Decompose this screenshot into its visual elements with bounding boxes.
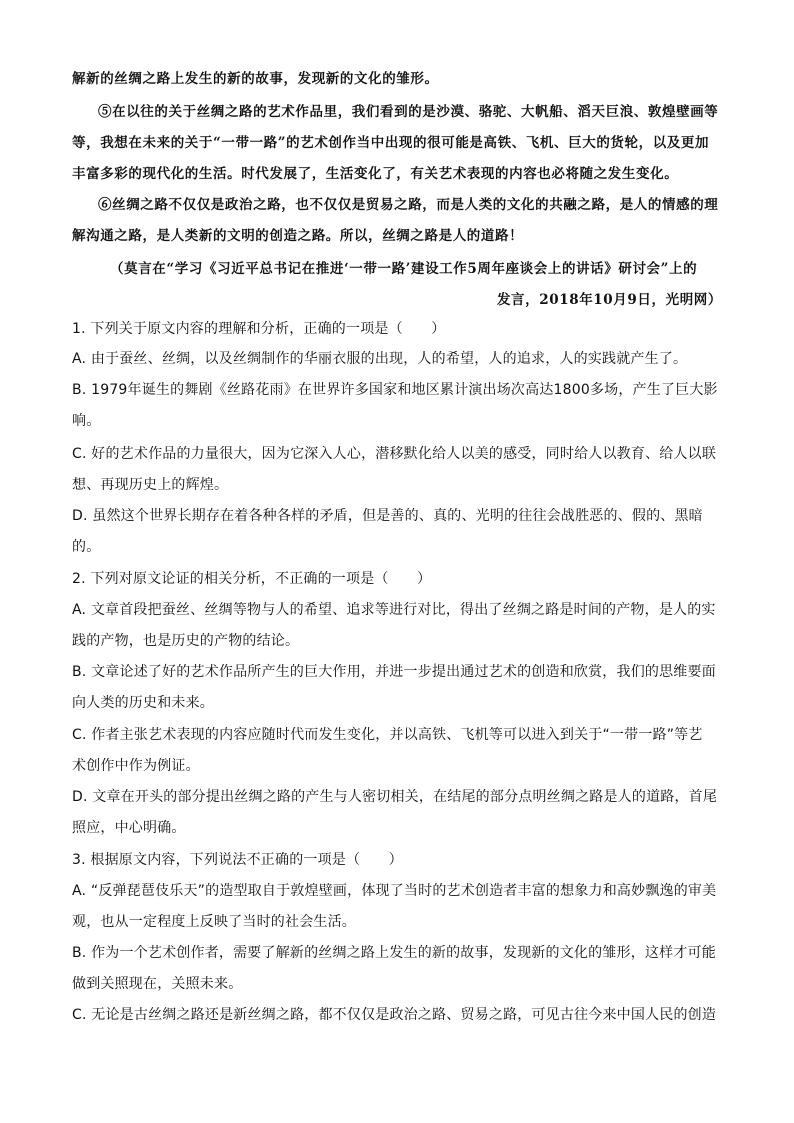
question-1-stem: 1. 下列关于原文内容的理解和分析，正确的一项是（ ） — [72, 321, 446, 337]
passage-paragraph-6-line-1: ⑥丝绸之路不仅仅是政治之路，也不仅仅是贸易之路，而是人类的文化的共融之路，是人的情感的理 — [98, 197, 719, 213]
question-3-option-b: B. 作为一个艺术创作者，需要了解新的丝绸之路上发生的新的故事，发现新的文化的雏形，这样才可能 — [72, 945, 716, 961]
passage-paragraph-5-line-1: ⑤在以往的关于丝绸之路的艺术作品里，我们看到的是沙漠、骆驼、大帆船、滔天巨浪、敦煌壁画等 — [98, 104, 719, 120]
source-citation-line-1: （莫言在“学习《习近平总书记在推进‘一带一路’建设工作5周年座谈会上的讲话》研讨会”上的 — [110, 261, 698, 277]
question-1-option-a: A. 由于蚕丝、丝绸，以及丝绸制作的华丽衣服的出现，人的希望，人的追求，人的实践就产生了。 — [72, 351, 688, 367]
question-1-option-c-cont: 想、再现历史上的辉煌。 — [72, 477, 229, 493]
question-2-option-b: B. 文章论述了好的艺术作品所产生的巨大作用，并进一步提出通过艺术的创造和欣赏，我们的思维要面 — [72, 664, 716, 680]
passage-line: 解新的丝绸之路上发生的新的故事，发现新的文化的雏形。 — [72, 71, 439, 87]
question-1-option-b: B. 1979年诞生的舞剧《丝路花雨》在世界许多国家和地区累计演出场次高达1800多场，产生了巨大影 — [72, 382, 718, 398]
question-3-option-c: C. 无论是古丝绸之路还是新丝绸之路，都不仅仅是政治之路、贸易之路，可见古往今来中国人民的创造 — [72, 1007, 717, 1023]
question-3-stem: 3. 根据原文内容，下列说法不正确的一项是（ ） — [72, 852, 403, 868]
question-2-option-c-cont: 术创作中作为例证。 — [72, 758, 200, 774]
question-3-option-b-cont: 做到关照现在，关照未来。 — [72, 976, 243, 992]
question-1-option-d-cont: 的。 — [72, 539, 101, 555]
question-2-option-b-cont: 向人类的历史和未来。 — [72, 695, 214, 711]
passage-paragraph-5-line-3: 丰富多彩的现代化的生活。时代发展了，生活变化了，有关艺术表现的内容也必将随之发生变化。 — [72, 166, 679, 182]
question-2-option-a: A. 文章首段把蚕丝、丝绸等物与人的希望、追求等进行对比，得出了丝绸之路是时间的产物，是人的实 — [72, 602, 716, 618]
question-2-option-d-cont: 照应，中心明确。 — [72, 820, 186, 836]
question-1-option-d: D. 虽然这个世界长期存在着各种各样的矛盾，但是善的、真的、光明的往往会战胜恶的、假的、黑暗 — [72, 508, 703, 524]
passage-paragraph-5-line-2: 等，我想在未来的关于“一带一路”的艺术创作当中出现的很可能是高铁、飞机、巨大的货轮，以及更加 — [72, 135, 710, 151]
question-1-option-c: C. 好的艺术作品的力量很大，因为它深入人心，潜移默化给人以美的感受，同时给人以教育、给人以联 — [72, 446, 717, 462]
passage-paragraph-6-line-2: 解沟通之路，是人类新的文明的创造之路。所以，丝绸之路是人的道路！ — [72, 228, 524, 244]
question-2-option-c: C. 作者主张艺术表现的内容应随时代而发生变化，并以高铁、飞机等可以进入到关于“一带一路”等艺 — [72, 727, 703, 743]
question-1-option-b-cont: 响。 — [72, 413, 101, 429]
question-2-option-d: D. 文章在开头的部分提出丝绸之路的产生与人密切相关，在结尾的部分点明丝绸之路是人的道路，首尾 — [72, 789, 718, 805]
question-2-option-a-cont: 践的产物，也是历史的产物的结论。 — [72, 633, 300, 649]
question-3-option-a: A. “反弹琵琶伎乐天”的造型取自于敦煌壁画，体现了当时的艺术创造者丰富的想象力和高妙飘逸的审美 — [72, 883, 717, 899]
question-3-option-a-cont: 观，也从一定程度上反映了当时的社会生活。 — [72, 914, 356, 930]
source-citation-line-2: 发言，2018年10月9日，光明网） — [496, 292, 722, 308]
question-2-stem: 2. 下列对原文论证的相关分析，不正确的一项是（ ） — [72, 571, 432, 587]
